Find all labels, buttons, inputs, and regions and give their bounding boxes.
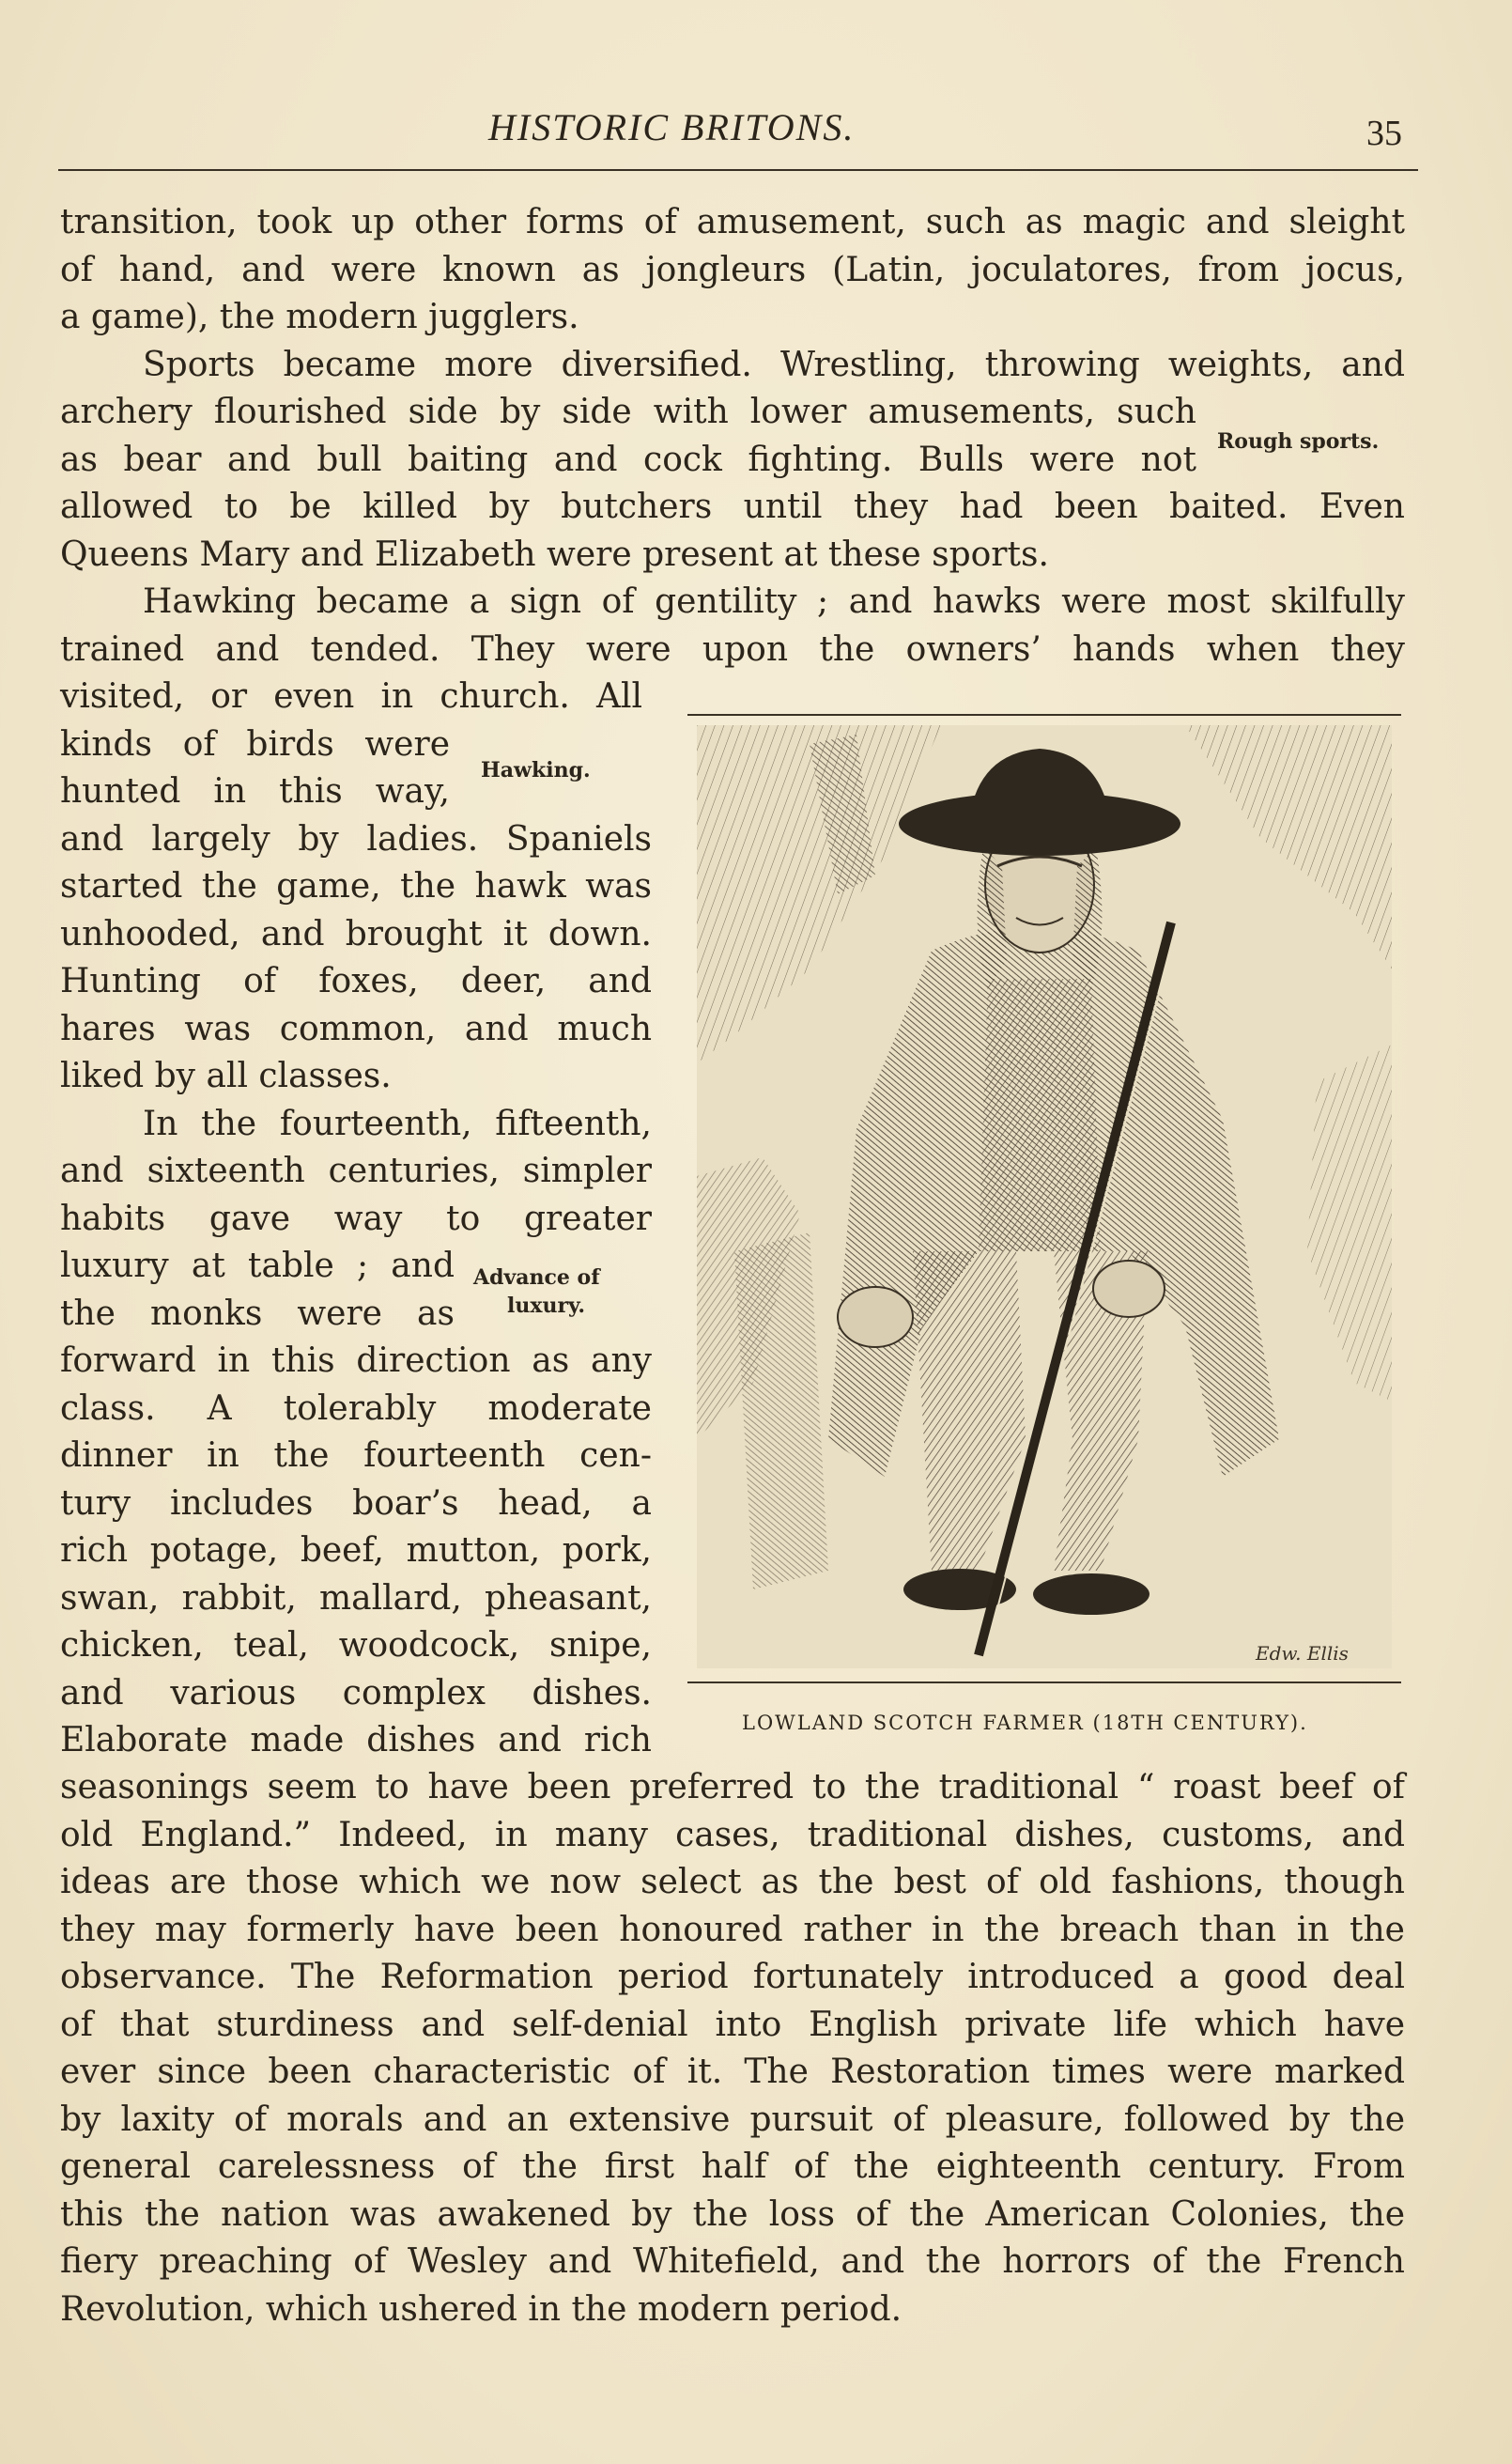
text-line: and sixteenth centuries, simpler <box>60 1152 652 1190</box>
text-line: as bear and bull baiting and cock fighting. Bulls were not <box>60 440 1196 479</box>
margin-note-hawking: Hawking. <box>481 758 591 783</box>
text-line: seasonings seem to have been preferred to the traditional “ roast beef of <box>60 1768 1405 1806</box>
page-number: 35 <box>1366 114 1402 153</box>
text-line: unhooded, and brought it down. <box>60 914 652 953</box>
text-line: tury includes boar’s head, a <box>60 1483 652 1523</box>
text-line: allowed to be killed by butchers until they had been baited. Even <box>60 488 1405 526</box>
text-line: swan, rabbit, mallard, pheasant, <box>60 1578 652 1618</box>
margin-note-luxury: luxury. <box>507 1294 585 1318</box>
text-line: rich potage, beef, mutton, pork, <box>60 1531 652 1570</box>
farmer-engraving-image <box>697 725 1392 1668</box>
text-line: hunted in this way, <box>60 772 450 811</box>
margin-note-advance-of: Advance of <box>473 1265 600 1290</box>
body-text-bottom <box>60 1764 1405 2333</box>
text-line: In the fourteenth, fifteenth, <box>143 1104 652 1143</box>
text-line: by laxity of morals and an extensive pursuit of pleasure, followed by the <box>60 2100 1405 2139</box>
body-text-column <box>60 674 652 1765</box>
text-line: fiery preaching of Wesley and Whitefield, and the horrors of the French <box>60 2242 1405 2281</box>
text-line: chicken, teal, woodcock, snipe, <box>60 1626 652 1665</box>
engraver-signature: Edw. Ellis <box>1256 1642 1349 1665</box>
text-line: a game), the modern jugglers. <box>60 298 579 336</box>
figure-caption: LOWLAND SCOTCH FARMER (18TH CENTURY). <box>742 1712 1308 1734</box>
text-line: trained and tended. They were upon the owners’ hands when they <box>60 629 1405 669</box>
text-line: liked by all classes. <box>60 1057 392 1095</box>
text-line: archery flourished side by side with lower amusements, such <box>60 393 1196 431</box>
text-line: the monks were as <box>60 1294 455 1333</box>
text-line: old England.” Indeed, in many cases, traditional dishes, customs, and <box>60 1815 1405 1854</box>
text-line: general carelessness of the first half of the eighteenth century. From <box>60 2147 1405 2186</box>
text-line: and various complex dishes. <box>60 1673 652 1712</box>
text-line: Revolution, which ushered in the modern period. <box>60 2289 903 2329</box>
text-line: hares was common, and much <box>60 1009 652 1048</box>
text-line: transition, took up other forms of amusement, such as magic and sleight <box>60 203 1405 241</box>
text-line: Queens Mary and Elizabeth were present at these sports. <box>60 535 1049 574</box>
text-line: started the game, the hawk was <box>60 867 652 906</box>
running-title: HISTORIC BRITONS. <box>488 106 856 148</box>
engraving-figure <box>687 714 1403 1681</box>
text-line: this the nation was awakened by the loss of the American Colonies, the <box>60 2194 1405 2234</box>
text-line: they may formerly have been honoured rather in the breach than in the <box>60 1910 1405 1949</box>
text-line: dinner in the fourteenth cen- <box>60 1436 652 1475</box>
text-line: class. A tolerably moderate <box>60 1388 652 1428</box>
text-line: Hunting of foxes, deer, and <box>60 962 652 1000</box>
text-line: kinds of birds were <box>60 724 450 764</box>
text-line: Elaborate made dishes and rich <box>60 1721 652 1759</box>
text-line: Hawking became a sign of gentility ; and hawks were most skilfully <box>143 582 1405 621</box>
text-line: habits gave way to greater <box>60 1199 652 1238</box>
text-line: observance. The Reformation period fortunately introduced a good deal <box>60 1958 1405 1996</box>
text-line: Sports became more diversified. Wrestling, throwing weights, and <box>143 345 1405 384</box>
header-rule <box>58 169 1418 171</box>
text-line: of hand, and were known as jongleurs (Latin, joculatores, from jocus, <box>60 250 1405 289</box>
text-line: forward in this direction as any <box>60 1341 652 1380</box>
text-line: ideas are those which we now select as the best of old fashions, though <box>60 1863 1405 1901</box>
text-line: and largely by ladies. Spaniels <box>60 819 652 859</box>
text-line: visited, or even in church. All <box>60 677 642 716</box>
body-text-top <box>60 199 1405 674</box>
margin-note-rough-sports: Rough sports. <box>1217 429 1380 454</box>
text-line: ever since been characteristic of it. The Restoration times were marked <box>60 2053 1405 2091</box>
text-line: of that sturdiness and self-denial into English private life which have <box>60 2005 1405 2044</box>
text-line: luxury at table ; and <box>60 1247 455 1285</box>
